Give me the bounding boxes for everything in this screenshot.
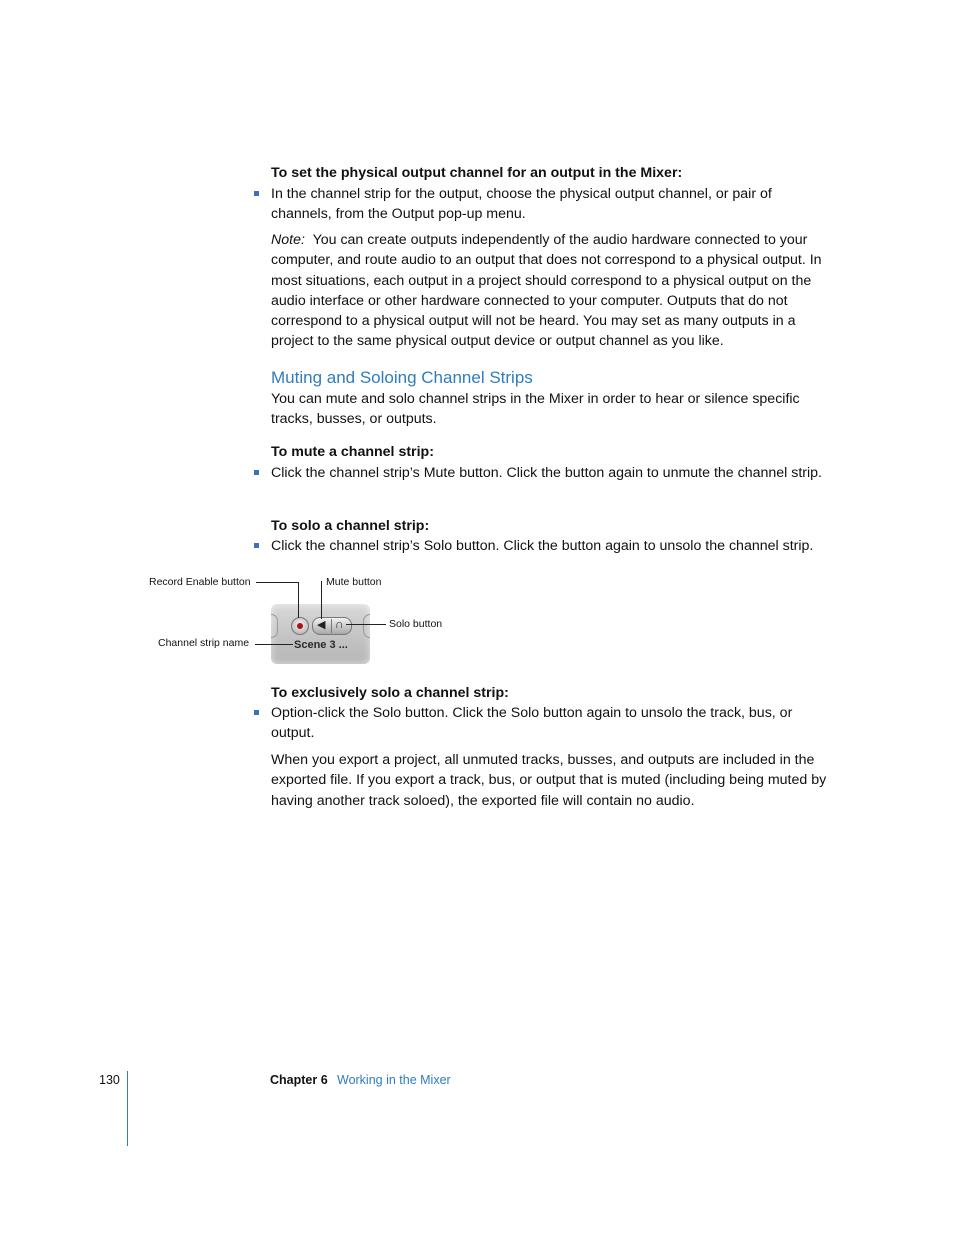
intro-paragraph: You can mute and solo channel strips in the Mixer in order to hear or silence specific tracks, busses, or outputs. bbox=[271, 391, 800, 428]
bullet-text: Option-click the Solo button. Click the Solo button again to unsolo the track, bus, or output. bbox=[271, 705, 793, 742]
bullet-square-icon bbox=[254, 470, 259, 475]
section-heading: Muting and Soloing Channel Strips bbox=[271, 368, 533, 387]
note-paragraph bbox=[271, 230, 831, 352]
mute-solo-group bbox=[312, 617, 352, 635]
note-text: You can create outputs independently of the audio hardware connected to your computer, and route audio to an output that does not correspond to a physical output. In most situations, each output in a project should correspond to a physical output on the audio interface or other hardware connected to your computer. Outputs that do not correspond to a physical output will not be heard. You may set as many outputs in a project to the same physical output device or output channel as you like. bbox=[271, 232, 822, 350]
callout-channel-name: Channel strip name bbox=[158, 637, 250, 649]
speaker-icon: ◀ bbox=[317, 619, 326, 631]
divider bbox=[331, 619, 332, 633]
callout-solo: Solo button bbox=[389, 618, 443, 630]
export-paragraph: When you export a project, all unmuted tracks, busses, and outputs are included in the exported file. If you export a track, bus, or output that is muted (including being muted by having another track soloed), the exported file will contain no audio. bbox=[271, 752, 827, 809]
record-dot-icon bbox=[297, 623, 303, 629]
note-label: Note: bbox=[271, 232, 305, 248]
footer-divider bbox=[127, 1071, 128, 1146]
footer-chapter: Chapter 6 bbox=[270, 1073, 328, 1087]
bullet-square-icon bbox=[254, 191, 259, 196]
strip-edge-right bbox=[363, 614, 370, 638]
bullet-square-icon bbox=[254, 710, 259, 715]
callout-record-enable: Record Enable button bbox=[149, 576, 251, 588]
strip-edge-left bbox=[271, 614, 278, 638]
leader-line bbox=[321, 581, 322, 619]
leader-line bbox=[298, 582, 299, 618]
task-heading-mute: To mute a channel strip: bbox=[271, 444, 434, 460]
bullet-square-icon bbox=[254, 543, 259, 548]
page-number: 130 bbox=[99, 1073, 120, 1087]
bullet-text: In the channel strip for the output, choose the physical output channel, or pair of channels, from the Output pop-up menu. bbox=[271, 186, 772, 223]
task-heading-output-channel: To set the physical output channel for an output in the Mixer: bbox=[271, 165, 683, 181]
leader-line bbox=[346, 624, 386, 625]
footer-chapter-title: Working in the Mixer bbox=[337, 1073, 451, 1087]
task-heading-solo: To solo a channel strip: bbox=[271, 518, 430, 534]
leader-line bbox=[256, 582, 299, 583]
leader-line bbox=[255, 644, 293, 645]
bullet-text: Click the channel strip’s Solo button. Click the button again to unsolo the channel strip. bbox=[271, 538, 814, 554]
task-heading-exclusive-solo: To exclusively solo a channel strip: bbox=[271, 685, 509, 701]
record-enable-icon bbox=[291, 617, 309, 635]
callout-mute: Mute button bbox=[326, 576, 382, 588]
channel-strip-name: Scene 3 ... bbox=[294, 639, 348, 651]
headphones-icon: ∩ bbox=[335, 617, 344, 631]
bullet-text: Click the channel strip’s Mute button. Click the button again to unmute the channel strip. bbox=[271, 465, 822, 481]
